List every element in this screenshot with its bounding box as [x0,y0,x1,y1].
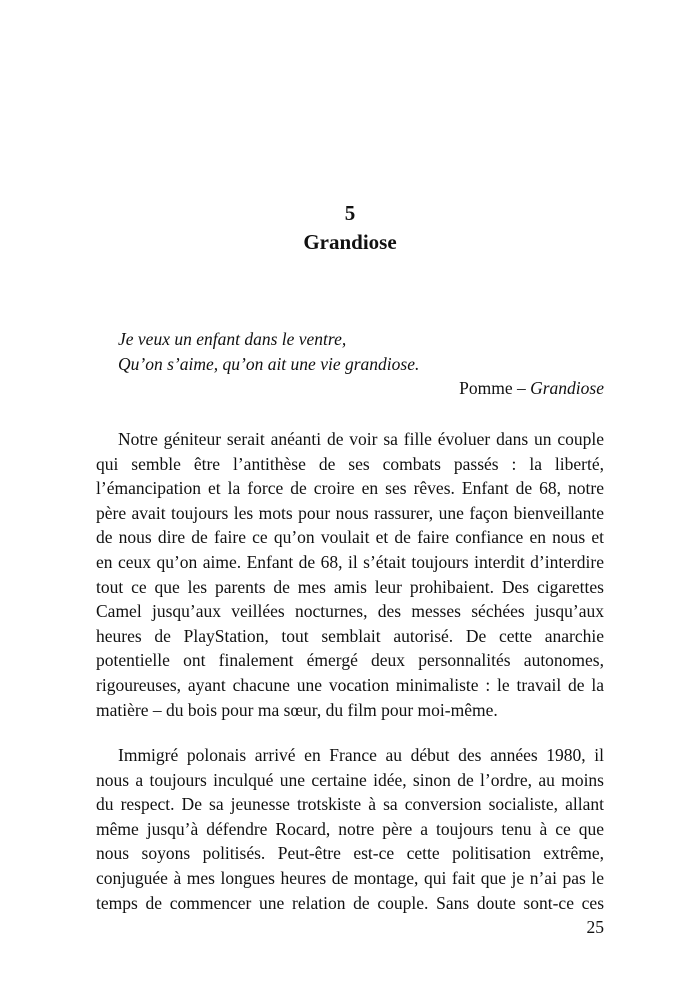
text-line: tout ce que les parents de mes amis leur prohibaient. Des cigarettes [96,576,604,597]
text-line: de nous dire de faire ce qu’on voulait et de faire confiance en nous et [96,527,604,548]
chapter-number: 5 [344,201,356,225]
text-line: rigoureuses, ayant chacune une vocation minimaliste : le travail de la [96,674,604,695]
epigraph-attribution [118,376,604,401]
text-line: Immigré polonais arrivé en France au début des années 1980, il [118,745,604,765]
text-line: Notre géniteur serait anéanti de voir sa fille évoluer dans un couple [118,429,604,449]
epigraph-line: Qu’on s’aime, qu’on ait une vie grandiose. [118,353,420,374]
text-line: qui semble être l’antithèse de ses combats passés : la liberté, [96,453,604,474]
text-line: nous soyons politisés. Peut-être est-ce cette politisation extrême, [96,843,604,864]
page-number: 25 [586,917,604,937]
text-line: en ceux qu’on aime. Enfant de 68, il s’était toujours interdit d’interdire [96,551,604,572]
text-line: heures de PlayStation, tout semblait autorisé. De cette anarchie [96,625,604,646]
epigraph-author: Pomme – [459,378,531,398]
epigraph [118,327,604,401]
text-line: matière – du bois pour ma sœur, du film pour moi-même. [96,699,498,720]
text-line: père avait toujours les mots pour nous rassurer, une façon bienveillante [96,502,604,523]
text-line: temps de commencer une relation de couple. Sans doute sont-ce ces [96,892,604,913]
text-line: même jusqu’à défendre Rocard, notre père a toujours tenu à ce que [96,818,604,839]
paragraph [96,427,604,722]
epigraph-line: Je veux un enfant dans le ventre, [118,329,347,349]
chapter-title: Grandiose [303,230,397,254]
epigraph-work-title: Grandiose [530,378,604,398]
paragraph [96,743,604,915]
text-line: l’émancipation et la force de croire en ses rêves. Enfant de 68, notre [96,478,604,499]
text-line: Camel jusqu’aux veillées nocturnes, des messes séchées jusqu’aux [96,601,604,622]
text-line: nous a toujours inculqué une certaine idée, sinon de l’ordre, au moins [96,769,604,790]
text-line: conjuguée à mes longues heures de montage, qui fait que je n’ai pas le [96,867,604,888]
text-line: potentielle ont finalement émergé deux personnalités autonomes, [96,650,604,671]
text-line: du respect. De sa jeunesse trotskiste à sa conversion socialiste, allant [96,794,604,815]
